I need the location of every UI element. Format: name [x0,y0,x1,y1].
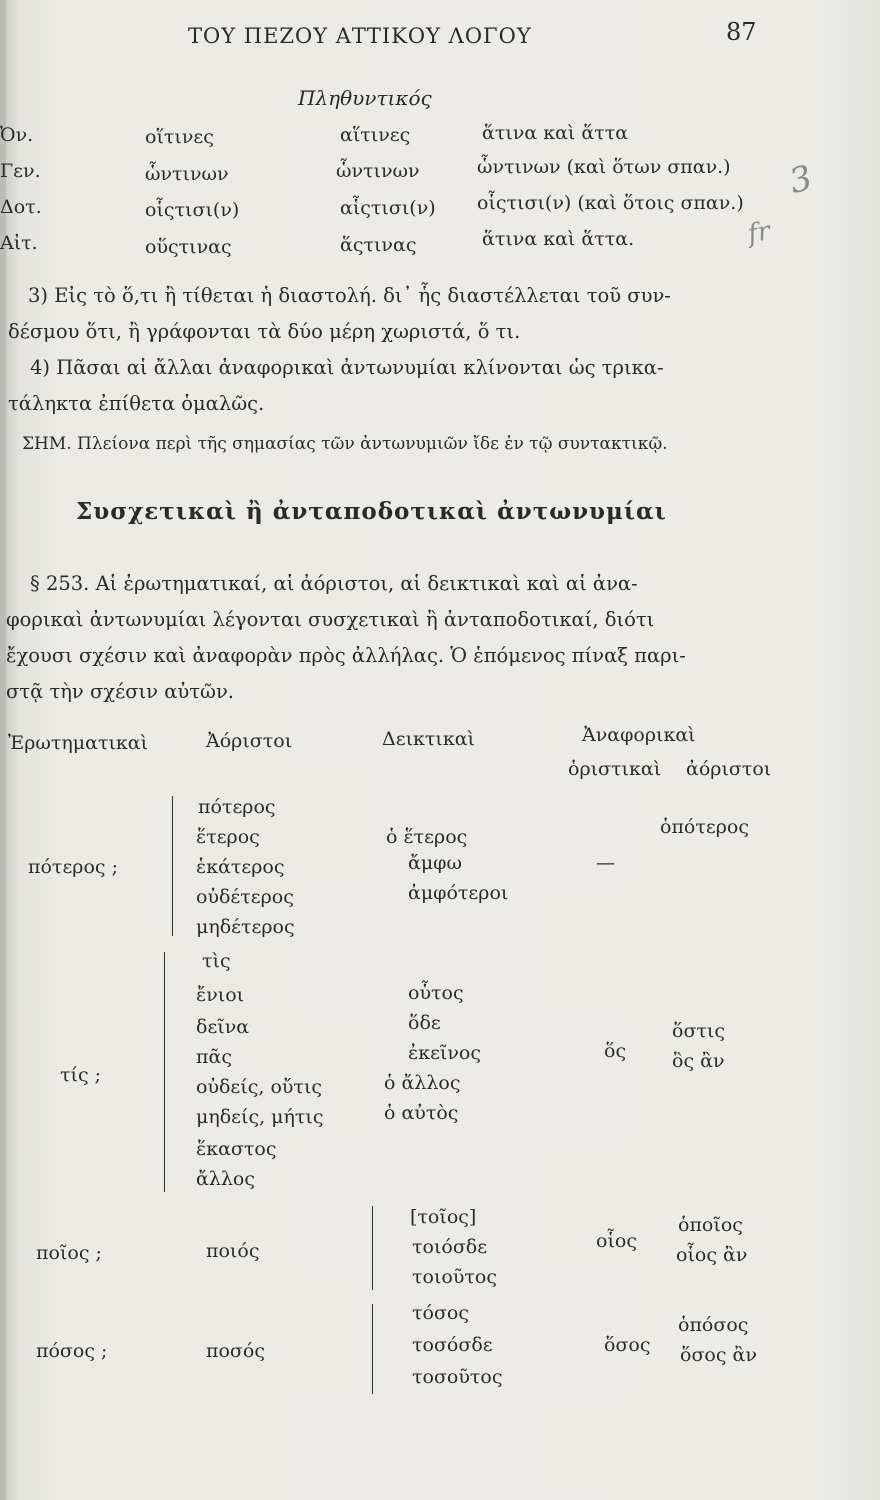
indefinite-form: τὶς [202,950,231,972]
relative-definite-form: οἷος [596,1230,637,1252]
indefinite-form: ἄλλος [196,1168,255,1190]
relative-indefinite-form: ὁποῖος [678,1214,743,1236]
relative-definite-form: ὅσος [604,1334,651,1356]
demonstrative-form: ὁ ἄλλος [384,1072,461,1094]
fem-form: ὧντινων [336,160,420,182]
interrogative-form: πότερος ; [28,856,118,878]
demonstrative-form: οὗτος [408,982,464,1004]
note-shm: ΣΗΜ. Πλείονα περὶ τῆς σημασίας τῶν ἀντωνυμιῶν ἴδε ἐν τῷ συντακτικῷ. [22,434,668,454]
demonstrative-form: τόσος [412,1302,469,1324]
demonstrative-form: ὁ αὐτὸς [384,1102,459,1124]
case-label: Αἰτ. [0,232,38,254]
paragraph-line: ἔχουσι σχέσιν καὶ ἀναφορὰν πρὸς ἀλλήλας. Ὁ ἑπόμενος πίναξ παρι- [6,644,686,667]
group-brace [372,1304,373,1394]
demonstrative-form: ἄμφω [408,852,462,874]
fem-form: ἅςτινας [340,234,417,256]
col-header-relative: Ἀναφορικαὶ [582,724,696,746]
masc-form: οἵτινες [145,126,214,148]
relative-definite-form: — [596,852,615,874]
pencil-mark: 3 [785,157,817,203]
note-4-line-2: τάληκτα ἐπίθετα ὁμαλῶς. [8,392,265,415]
col-header-interrogative: Ἐρωτηματικαὶ [8,732,149,754]
neut-form: ὧντινων (καὶ ὅτων σπαν.) [477,156,731,178]
note-3-line-2: δέσμου ὅτι, ἢ γράφονται τὰ δύο μέρη χωριστά, ὅ τι. [8,320,521,343]
fem-form: αἷςτισι(ν) [340,197,436,219]
neut-form: οἷςτισι(ν) (καὶ ὅτοις σπαν.) [477,192,744,214]
col-header-demonstrative: Δεικτικαὶ [382,728,476,750]
group-brace [172,796,173,936]
case-label: Γεν. [0,160,41,182]
relative-indefinite-form: ὅστις [672,1020,726,1042]
plural-heading: Πληθυντικός [298,86,432,110]
indefinite-form: οὐδείς, οὔτις [196,1076,323,1098]
demonstrative-form: ἀμφότεροι [408,882,509,904]
relative-indefinite-form: ὁπότερος [660,816,749,838]
demonstrative-form: τοιοῦτος [412,1266,497,1288]
demonstrative-form: ὁ ἕτερος [386,826,468,848]
indefinite-form: μηδείς, μήτις [196,1106,324,1128]
demonstrative-form: ὅδε [408,1012,441,1034]
indefinite-form: πᾶς [196,1046,232,1068]
group-brace [164,952,165,1192]
interrogative-form: ποῖος ; [36,1242,102,1264]
demonstrative-form: ἐκεῖνος [408,1042,481,1064]
section-title: Συσχετικαὶ ἢ ἀνταποδοτικαὶ ἀντωνυμίαι [76,498,667,525]
relative-indefinite-form: οἷος ἂν [676,1244,748,1266]
interrogative-form: πόσος ; [36,1340,108,1362]
page-edge-shadow [0,0,6,1500]
demonstrative-form: τοιόσδε [412,1236,488,1258]
indefinite-form: ἑκάτερος [196,856,285,878]
indefinite-form: οὐδέτερος [196,886,294,908]
interrogative-form: τίς ; [60,1064,102,1086]
note-3-line-1: 3) Εἰς τὸ ὅ,τι ἢ τίθεται ἡ διαστολή. δι᾽ ἧς διαστέλλεται τοῦ συν- [28,284,671,307]
fem-form: αἵτινες [340,124,411,146]
relative-definite-form: ὅς [604,1040,627,1062]
paragraph-line: § 253. Αἱ ἐρωτηματικαί, αἱ ἀόριστοι, αἱ δεικτικαὶ καὶ αἱ ἀνα- [30,572,638,595]
indefinite-form: δεῖνα [196,1016,250,1038]
masc-form: οὕςτινας [145,236,232,258]
neut-form: ἅτινα καὶ ἅττα. [482,228,635,250]
col-header-relative-definite: ὁριστικαὶ [568,758,662,780]
col-header-relative-indefinite: ἀόριστοι [686,758,772,780]
case-label: Ὀν. [0,124,34,146]
indefinite-form: ποιός [206,1240,260,1262]
case-label: Δοτ. [0,196,42,218]
relative-indefinite-form: ὅσος ἂν [680,1344,757,1366]
relative-indefinite-form: ὃς ἂν [672,1050,725,1072]
demonstrative-form: τοσοῦτος [412,1366,503,1388]
note-4-line-1: 4) Πᾶσαι αἱ ἄλλαι ἀναφορικαὶ ἀντωνυμίαι κλίνονται ὡς τρικα- [30,356,664,379]
paragraph-line: στᾷ τὴν σχέσιν αὐτῶν. [6,680,234,703]
page-number: 87 [726,18,757,46]
masc-form: ὧντινων [145,163,229,185]
indefinite-form: ποσός [206,1340,265,1362]
demonstrative-form: τοσόσδε [412,1334,493,1356]
pencil-mark: fr [745,216,773,250]
group-brace [372,1206,373,1290]
paragraph-line: φορικαὶ ἀντωνυμίαι λέγονται συσχετικαὶ ἢ ἀνταποδοτικαί, διότι [6,608,655,631]
neut-form: ἅτινα καὶ ἅττα [482,122,629,144]
relative-indefinite-form: ὁπόσος [678,1314,749,1336]
indefinite-form: ἔνιοι [196,984,245,1006]
masc-form: οἷςτισι(ν) [145,199,240,221]
indefinite-form: πότερος [198,796,276,818]
indefinite-form: ἕτερος [196,826,260,848]
col-header-indefinite: Ἀόριστοι [206,730,293,752]
indefinite-form: μηδέτερος [196,916,295,938]
running-header: ΤΟΥ ΠΕΖΟΥ ΑΤΤΙΚΟΥ ΛΟΓΟΥ [188,24,532,48]
demonstrative-form: [τοῖος] [410,1206,477,1228]
indefinite-form: ἕκαστος [196,1138,277,1160]
